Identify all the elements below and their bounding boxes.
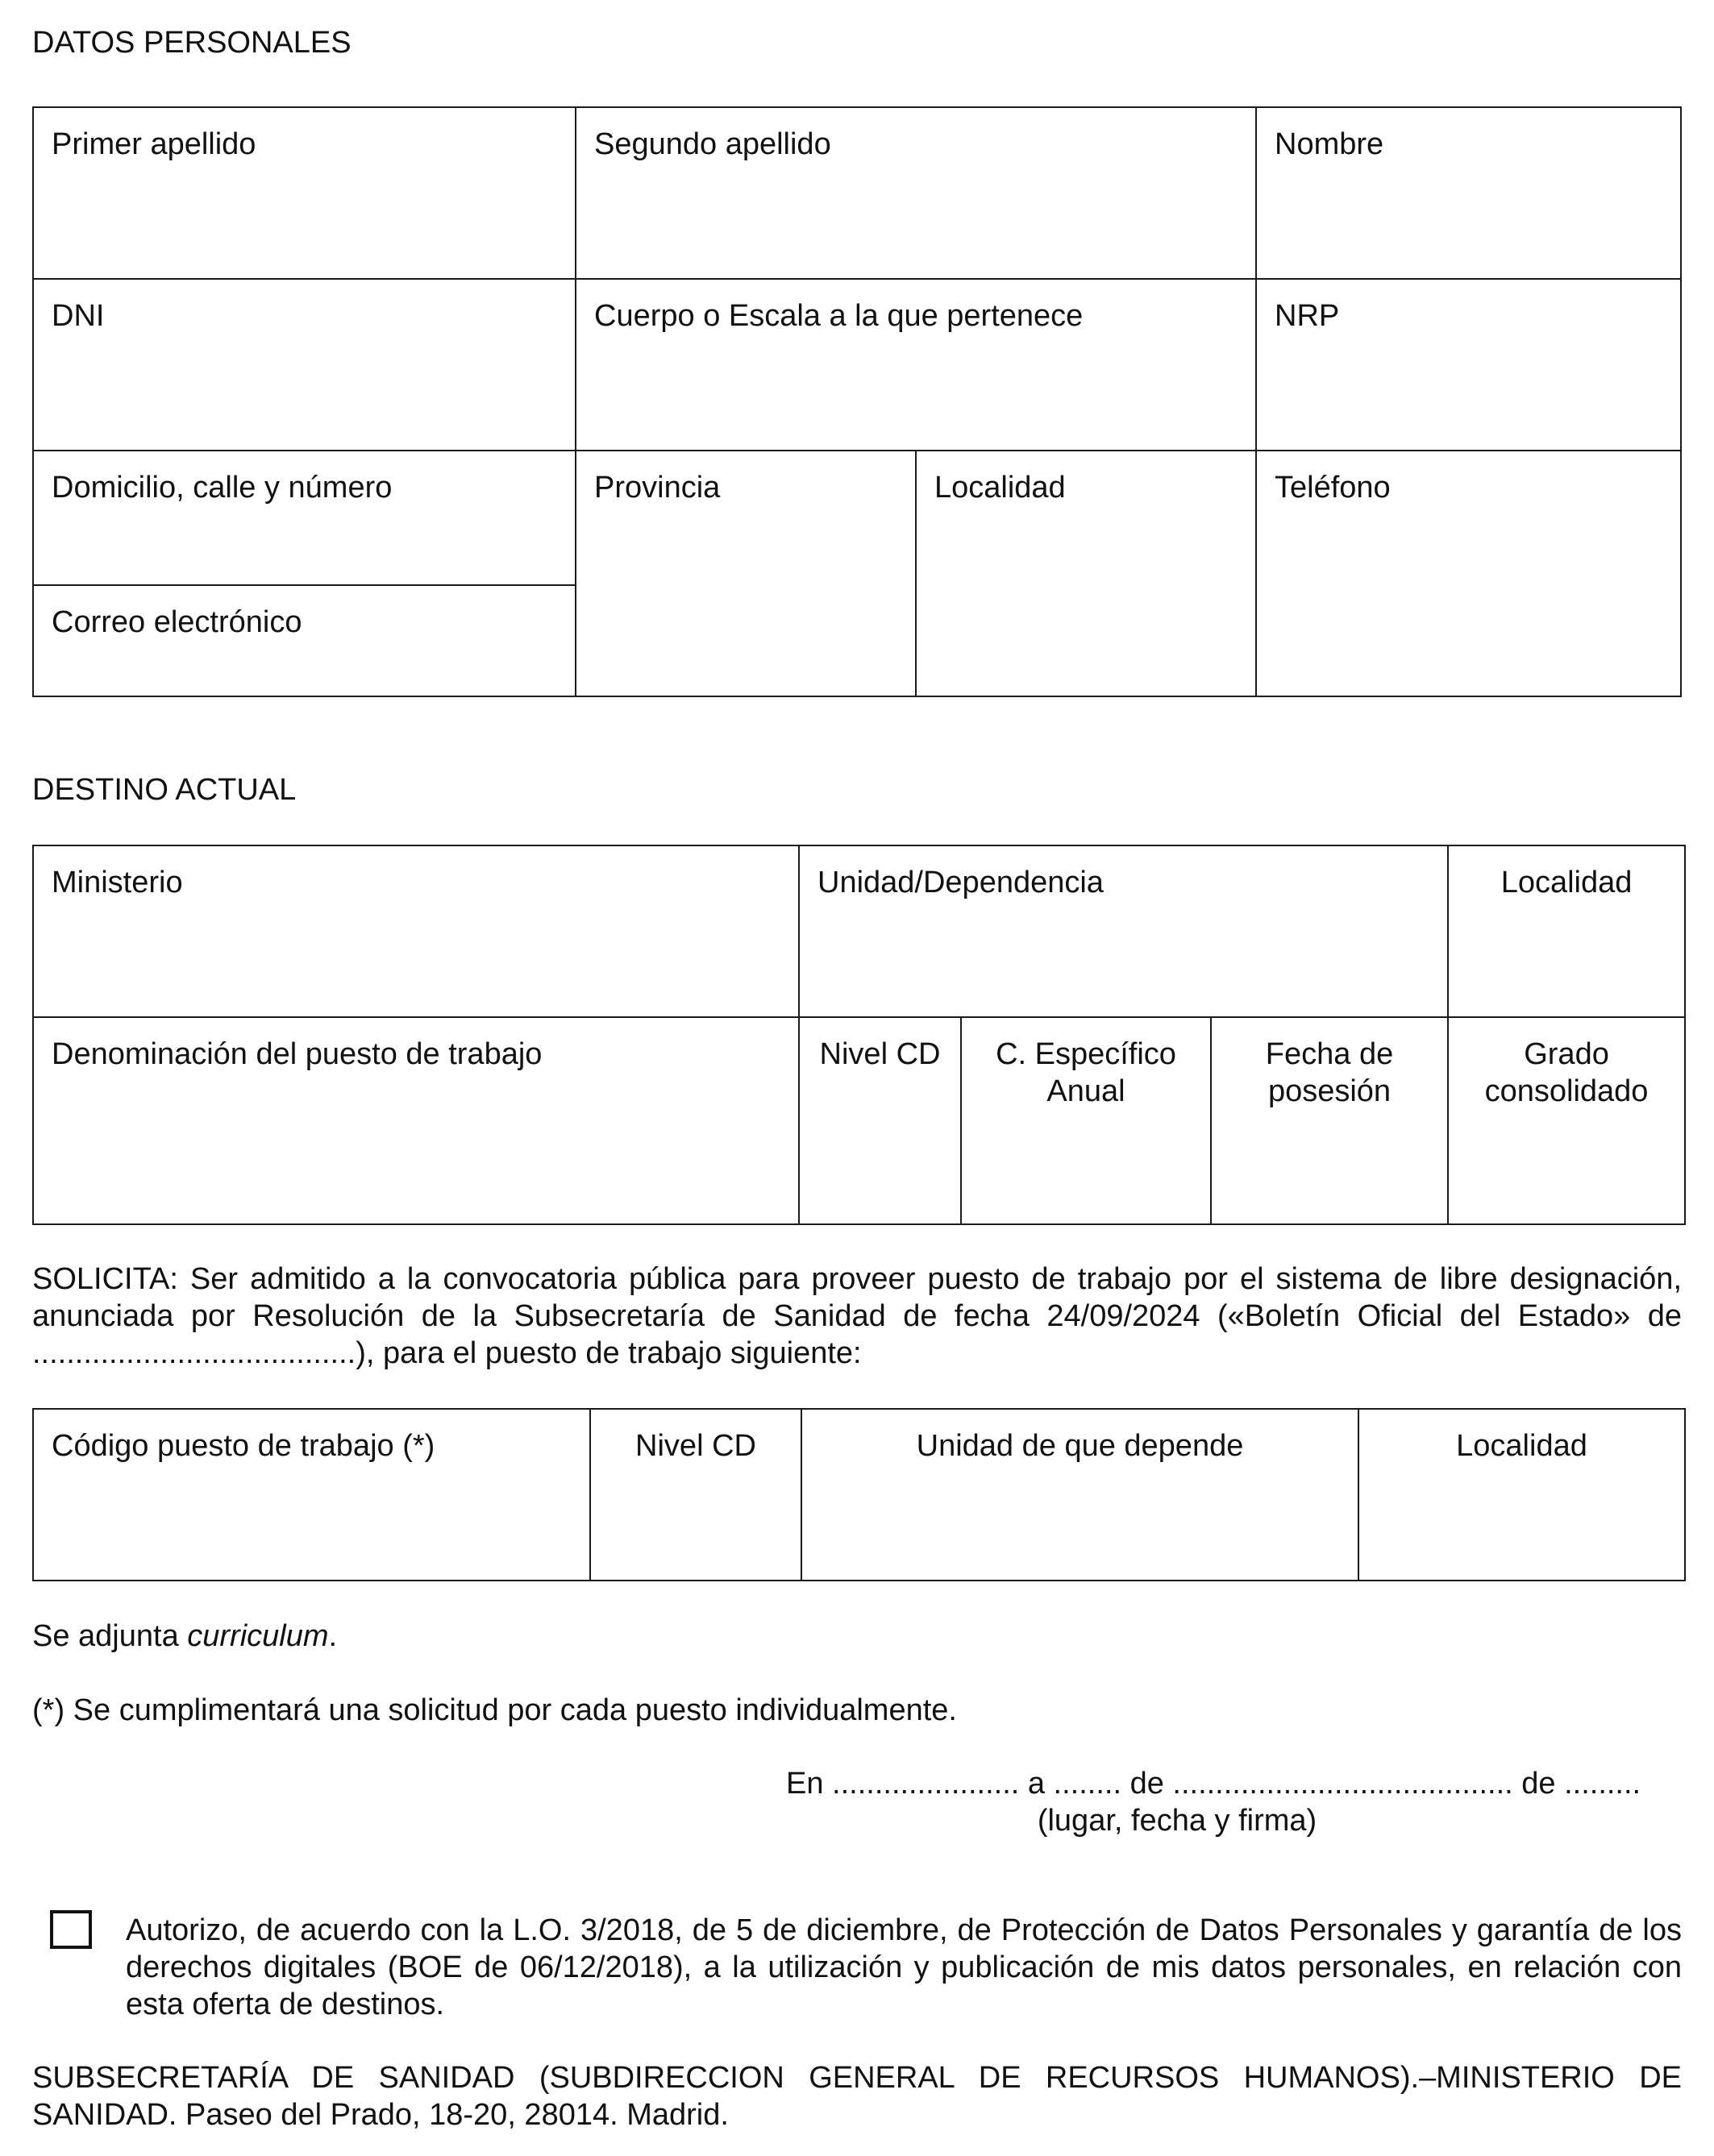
field-localidad-destino[interactable] (1448, 845, 1685, 1017)
field-primer-apellido[interactable] (33, 107, 576, 279)
adjunta-suffix: . (328, 1619, 338, 1653)
footnote-asterisk: (*) Se cumplimentará una solicitud por cada puesto individualmente. (32, 1693, 957, 1727)
field-nivel-cd-puesto[interactable] (590, 1409, 801, 1581)
field-label-line2: consolidado (1484, 1074, 1649, 1108)
field-label: Unidad/Dependencia (817, 866, 1104, 899)
field-label: Nivel CD (819, 1037, 941, 1071)
requested-post-table (32, 1408, 1686, 1581)
field-localidad-puesto[interactable] (1358, 1409, 1685, 1581)
field-dni[interactable] (33, 279, 576, 451)
field-label: Segundo apellido (594, 127, 831, 161)
field-label: NRP (1275, 299, 1340, 333)
adjunta-curriculum-line (32, 1618, 337, 1655)
field-especifico-anual[interactable] (961, 1017, 1211, 1224)
field-label-line1: C. Específico (996, 1037, 1176, 1071)
data-consent-checkbox[interactable] (50, 1910, 92, 1949)
field-telefono[interactable] (1256, 451, 1681, 696)
field-label: Primer apellido (52, 127, 256, 161)
field-label: DNI (52, 299, 105, 333)
field-nrp[interactable] (1256, 279, 1681, 451)
field-ministerio[interactable] (33, 845, 799, 1017)
field-segundo-apellido[interactable] (576, 107, 1256, 279)
field-label: Teléfono (1275, 471, 1391, 505)
signature-caption: (lugar, fecha y firma) (1037, 1804, 1317, 1838)
field-codigo-puesto[interactable] (33, 1409, 590, 1581)
field-correo[interactable] (33, 585, 576, 696)
field-grado-consolidado[interactable] (1448, 1017, 1685, 1224)
field-localidad[interactable] (916, 451, 1256, 696)
field-label-line2: posesión (1267, 1074, 1392, 1108)
field-fecha-posesion[interactable] (1211, 1017, 1448, 1224)
adjunta-italic: curriculum (187, 1619, 329, 1653)
section-heading-datos-personales: DATOS PERSONALES (32, 26, 352, 60)
current-post-table (32, 845, 1686, 1225)
field-label: Domicilio, calle y número (52, 471, 393, 505)
field-label: Provincia (594, 471, 721, 505)
data-consent-text: Autorizo, de acuerdo con la L.O. 3/2018, de 5 de diciembre, de Protección de Datos Personales y garantía de los derechos digitales (BOE de 06/12/2018), a la utilización y publicación de mis datos personales, en relación con esta oferta de destinos. (126, 1913, 1682, 2021)
field-label: Código puesto de trabajo (*) (52, 1429, 435, 1463)
adjunta-prefix: Se adjunta (32, 1619, 188, 1653)
field-unidad-depende[interactable] (801, 1409, 1358, 1581)
field-label: Ministerio (52, 866, 183, 899)
field-provincia[interactable] (576, 451, 916, 696)
field-label: Nivel CD (635, 1429, 756, 1463)
field-unidad-dependencia[interactable] (799, 845, 1448, 1017)
field-label-line1: Fecha de (1265, 1037, 1394, 1071)
field-nombre[interactable] (1256, 107, 1681, 279)
field-label: Unidad de que depende (916, 1429, 1244, 1463)
field-cuerpo-escala[interactable] (576, 279, 1256, 451)
footer-address: SUBSECRETARÍA DE SANIDAD (SUBDIRECCION GENERAL DE RECURSOS HUMANOS).–MINISTERIO DE SANIDAD. Paseo del Prado, 18-20, 28014. Madrid. (32, 2061, 1682, 2132)
field-nivel-cd[interactable] (799, 1017, 961, 1224)
section-heading-destino-actual: DESTINO ACTUAL (32, 773, 297, 807)
field-label: Localidad (934, 471, 1066, 505)
field-denominacion-puesto[interactable] (33, 1017, 799, 1224)
field-label: Denominación del puesto de trabajo (52, 1037, 543, 1071)
field-label-line2: Anual (1046, 1074, 1125, 1108)
signature-place-date-line[interactable]: En ...................... a ........ de ........................................ de ......... (786, 1767, 1641, 1801)
solicita-paragraph: SOLICITA: Ser admitido a la convocatoria pública para proveer puesto de trabajo por el sistema de libre designación, anunciada por Resolución de la Subsecretaría de Sanidad de fecha 24/09/2024 («Boletín Oficial del Estado» de ......................................), para el puesto de trabajo siguiente: (32, 1262, 1682, 1370)
field-domicilio[interactable] (33, 451, 576, 585)
field-label: Localidad (1500, 866, 1633, 899)
field-label: Cuerpo o Escala a la que pertenece (594, 299, 1084, 333)
field-label-line1: Grado (1524, 1037, 1609, 1071)
field-label: Nombre (1275, 127, 1384, 161)
personal-data-table (32, 106, 1682, 697)
field-label: Correo electrónico (52, 605, 302, 639)
field-label: Localidad (1456, 1429, 1587, 1463)
